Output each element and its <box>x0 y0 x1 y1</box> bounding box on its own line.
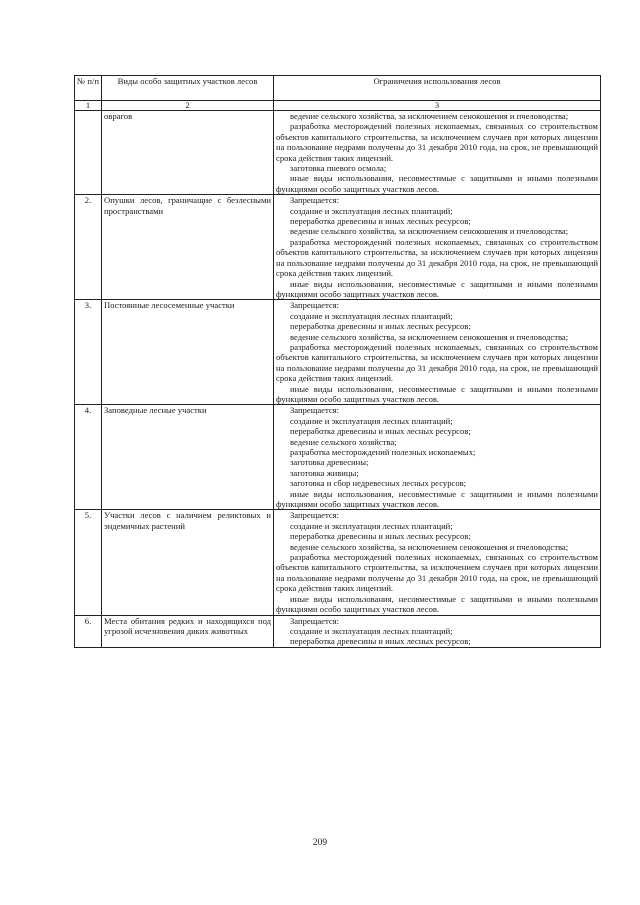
restriction-item: Запрещается: <box>290 405 339 416</box>
restriction-item: ведение сельского хозяйства, за исключением сенокошения и пчеловодства; <box>290 541 569 552</box>
column-index-1: 1 <box>75 101 102 111</box>
restriction-item: переработка древесины и иных лесных ресурсов; <box>290 426 471 437</box>
restriction-item: Запрещается: <box>290 300 339 311</box>
row-kind: Места обитания редких и находящихся под угрозой исчезновения диких животных <box>102 615 274 647</box>
table-row <box>75 615 601 647</box>
table-row <box>75 111 601 195</box>
row-restrictions <box>274 195 601 300</box>
column-index-2: 2 <box>102 101 274 111</box>
table-row <box>75 405 601 510</box>
restriction-item: Запрещается: <box>290 615 339 626</box>
restriction-item: создание и эксплуатация лесных плантаций; <box>290 625 453 636</box>
row-restrictions <box>274 615 601 647</box>
restriction-item: ведение сельского хозяйства, за исключением сенокошения и пчеловодства; <box>290 111 569 121</box>
row-number: 6. <box>75 615 102 647</box>
row-kind: Участки лесов с наличием реликтовых и эндемичных растений <box>102 510 274 615</box>
header-restrictions: Ограничения использования лесов <box>274 76 601 101</box>
table-row <box>75 300 601 405</box>
restriction-item: ведение сельского хозяйства; <box>290 436 397 447</box>
restriction-item: заготовка пневого осмола; <box>290 163 387 174</box>
restriction-item: ведение сельского хозяйства, за исключением сенокошения и пчеловодства; <box>290 331 569 342</box>
restriction-item: создание и эксплуатация лесных плантаций; <box>290 415 453 426</box>
restriction-item: иные виды использования, несовместимые с защитными и иными полезными функциями особо защитных участков лесов. <box>276 488 598 510</box>
column-number-row <box>75 101 601 111</box>
header-number: № п/п <box>75 76 102 101</box>
restriction-item: ведение сельского хозяйства, за исключением сенокошения и пчеловодства; <box>290 226 569 237</box>
row-restrictions <box>274 300 601 405</box>
restriction-item: иные виды использования, несовместимые с защитными и иными полезными функциями особо защитных участков лесов. <box>276 173 598 194</box>
restriction-item: разработка месторождений полезных ископаемых, связанных со строительством объектов капитального строительства, за исключением случаев при которых лицензии на пользование недрами получены до 31 декабря 2010 года, на срок, не превышающий срока действия таких лицензий. <box>276 341 598 384</box>
restriction-item: переработка древесины и иных лесных ресурсов; <box>290 216 471 227</box>
row-restrictions <box>274 510 601 615</box>
row-kind: оврагов <box>102 111 274 195</box>
restriction-item: иные виды использования, несовместимые с защитными и иными полезными функциями особо защитных участков лесов. <box>276 278 598 299</box>
row-number <box>75 111 102 195</box>
row-number: 5. <box>75 510 102 615</box>
restriction-item: переработка древесины и иных лесных ресурсов; <box>290 321 471 332</box>
page-number: 209 <box>312 838 328 848</box>
row-kind: Опушки лесов, граничащие с безлесными пространствами <box>102 195 274 300</box>
restriction-item: заготовка древесины; <box>290 457 369 468</box>
restriction-item: Запрещается: <box>290 510 339 521</box>
row-restrictions <box>274 111 601 195</box>
restriction-item: создание и эксплуатация лесных плантаций; <box>290 310 453 321</box>
table-row <box>75 195 601 300</box>
header-kind: Виды особо защитных участков лесов <box>102 76 274 101</box>
restriction-item: создание и эксплуатация лесных плантаций; <box>290 205 453 216</box>
row-kind: Заповедные лесные участки <box>102 405 274 510</box>
restriction-item: заготовка живицы; <box>290 467 359 478</box>
row-number: 4. <box>75 405 102 510</box>
restrictions-table <box>74 75 601 648</box>
row-restrictions <box>274 405 601 510</box>
table-row <box>75 510 601 615</box>
restriction-item: переработка древесины и иных лесных ресурсов; <box>290 531 471 542</box>
restriction-item: разработка месторождений полезных ископаемых; <box>290 447 476 457</box>
restriction-item: переработка древесины и иных лесных ресурсов; <box>290 636 471 647</box>
restriction-item: разработка месторождений полезных ископаемых, связанных со строительством объектов капитального строительства, за исключением случаев при которых лицензии на пользование недрами получены до 31 декабря 2010 года, на срок, не превышающий срока действия таких лицензий. <box>276 552 598 594</box>
restriction-item: иные виды использования, несовместимые с защитными и иными полезными функциями особо защитных участков лесов. <box>276 383 598 404</box>
row-number: 3. <box>75 300 102 405</box>
column-index-3: 3 <box>274 101 601 111</box>
restriction-item: разработка месторождений полезных ископаемых, связанных со строительством объектов капитального строительства, за исключением случаев при которых лицензии на пользование недрами получены до 31 декабря 2010 года, на срок, не превышающий срока действия таких лицензий. <box>276 121 598 163</box>
restriction-item: Запрещается: <box>290 195 339 206</box>
table-header-row <box>75 76 601 101</box>
restriction-item: разработка месторождений полезных ископаемых, связанных со строительством объектов капитального строительства, за исключением случаев при которых лицензии на пользование недрами получены до 31 декабря 2010 года, на срок, не превышающий срока действия таких лицензий. <box>276 236 598 279</box>
table-body <box>75 111 601 648</box>
restriction-item: иные виды использования, несовместимые с защитными и иными полезными функциями особо защитных участков лесов. <box>276 593 598 615</box>
row-kind: Постоянные лесосеменные участки <box>102 300 274 405</box>
restriction-item: заготовка и сбор недревесных лесных ресурсов; <box>290 478 467 489</box>
restriction-item: создание и эксплуатация лесных плантаций; <box>290 520 453 531</box>
row-number: 2. <box>75 195 102 300</box>
